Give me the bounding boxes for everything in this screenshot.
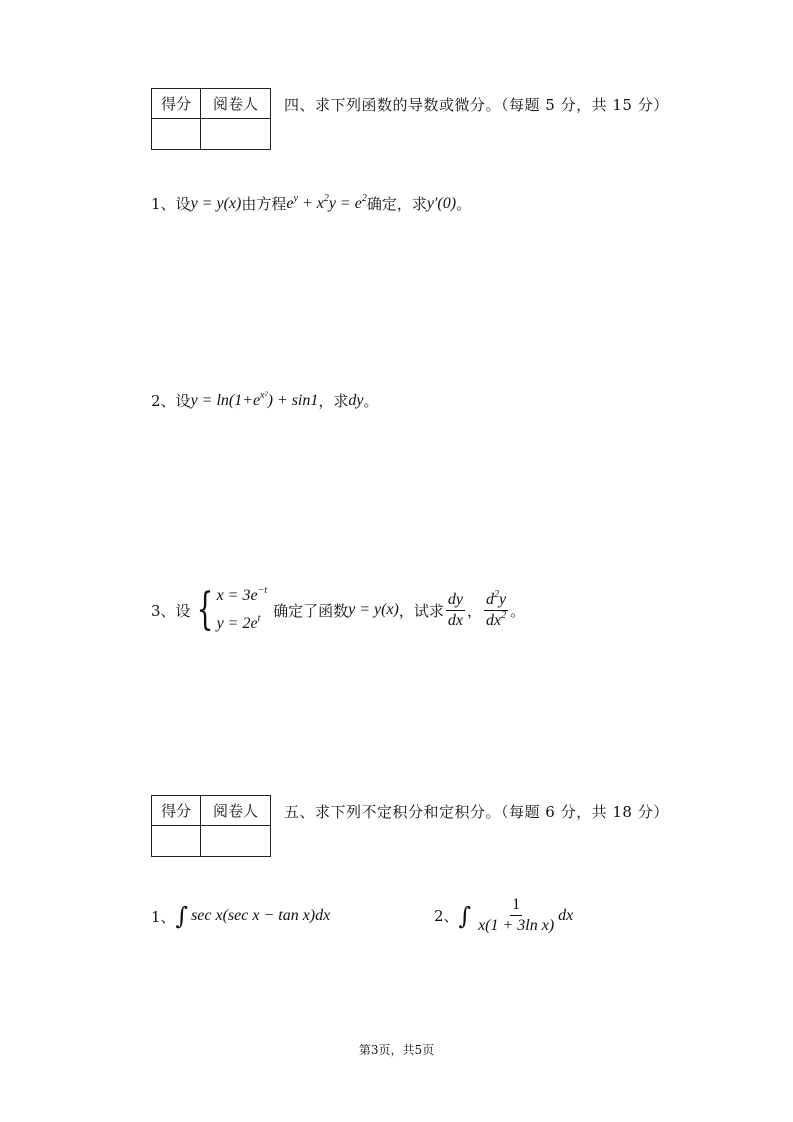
math-expr: dy xyxy=(348,391,364,409)
system-line-2: $y = 2e^t$ xyxy=(216,613,261,632)
question-5-2 xyxy=(434,896,573,935)
question-text: 。 xyxy=(510,601,526,620)
grader-cell[interactable] xyxy=(201,826,271,857)
score-header: 得分 xyxy=(152,89,201,119)
question-4-3 xyxy=(151,582,525,638)
section5-title: 五、求下列不定积分和定积分。（每题 6 分，共 18 分） xyxy=(284,803,669,821)
brace-icon: { xyxy=(196,584,213,635)
integral-icon: ∫ xyxy=(458,901,472,930)
fraction-integrand: $\frac{1}{\text{x(1 + 3ln x)}}$ xyxy=(478,896,555,934)
math-expr: sec x(sec x − tan x)dx xyxy=(191,907,331,924)
question-text: 。 xyxy=(363,392,379,410)
score-cell[interactable] xyxy=(152,826,201,857)
grader-header: 阅卷人 xyxy=(201,89,271,119)
integral-icon: ∫ xyxy=(175,902,189,930)
question-text: ，求 xyxy=(318,392,349,410)
question-4-2 xyxy=(151,390,379,411)
question-text: ， xyxy=(467,601,483,620)
question-4-1 xyxy=(151,193,471,214)
question-text: 设 xyxy=(175,392,191,410)
math-expr: $e^y + x^2y = e^2$ xyxy=(286,192,367,212)
math-expr: dx xyxy=(558,906,574,924)
question-text: ，试求 xyxy=(398,601,444,620)
question-text: 设 xyxy=(175,601,191,620)
question-text: 确定了函数 xyxy=(273,601,349,620)
question-number: 2、 xyxy=(151,392,176,410)
section4-title: 四、求下列函数的导数或微分。（每题 5 分，共 15 分） xyxy=(284,96,669,114)
question-text: 由方程 xyxy=(241,195,287,213)
math-expr: y′(0) xyxy=(426,194,457,212)
grader-header: 阅卷人 xyxy=(201,796,271,826)
grader-cell[interactable] xyxy=(201,119,271,150)
score-cell[interactable] xyxy=(152,119,201,150)
question-number: 2、 xyxy=(434,907,459,925)
question-text: 设 xyxy=(175,195,191,213)
question-number: 1、 xyxy=(151,907,176,926)
system-line-1: $x = 3e^{-t}$ xyxy=(216,585,268,604)
fraction-d2y-dx2: $\frac{d^2y}{dx^2}$ xyxy=(486,588,507,629)
section5-score-table xyxy=(151,795,271,857)
question-text: 。 xyxy=(456,195,472,213)
section4-score-table xyxy=(151,88,271,150)
question-number: 3、 xyxy=(151,601,176,620)
math-expr: y = y(x) xyxy=(348,601,399,618)
question-text: 确定，求 xyxy=(366,195,427,213)
score-header: 得分 xyxy=(152,796,201,826)
page-footer: 第3页，共5页 xyxy=(358,1043,435,1057)
fraction-dy-dx: $\frac{dy}{dx}$ xyxy=(447,590,463,629)
question-number: 1、 xyxy=(151,195,176,213)
math-expr: $y = \ln(1+e^{x^2}) + \sin 1$ xyxy=(190,389,319,409)
question-5-1 xyxy=(151,902,330,930)
math-expr: y = y(x) xyxy=(190,194,242,212)
equation-system xyxy=(191,582,268,638)
